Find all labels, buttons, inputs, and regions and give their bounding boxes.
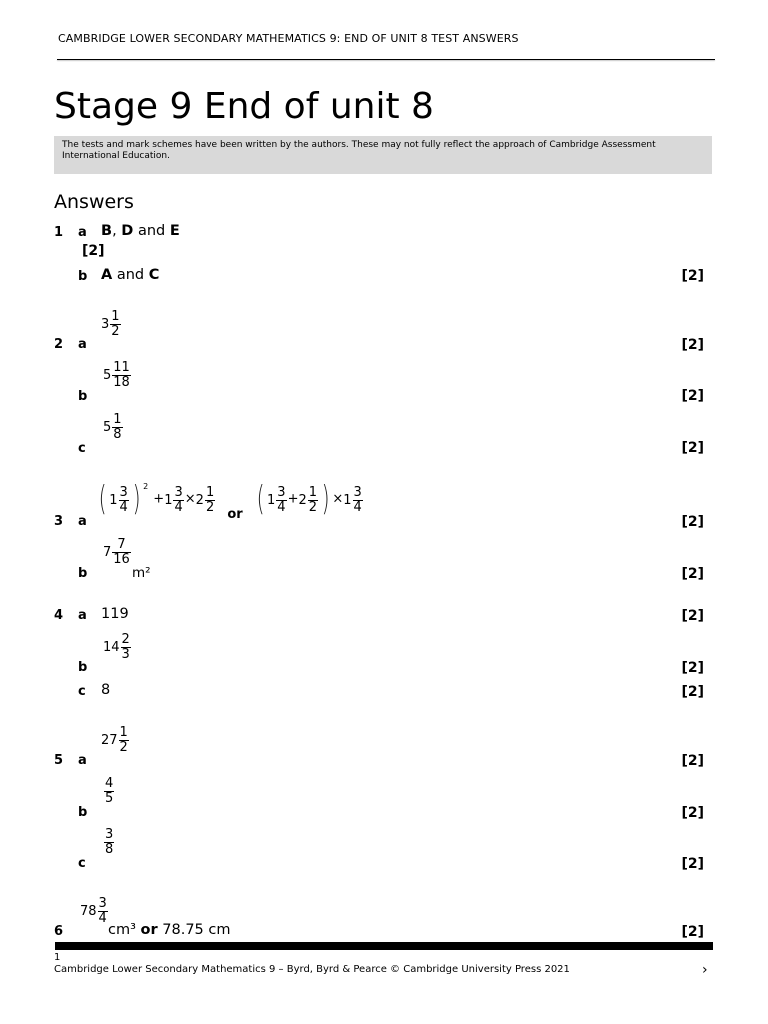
numerator: 1 [119,725,128,740]
mark-4c: [2] [681,684,704,700]
chevron-right-icon: › [702,962,708,978]
part-label: b [78,660,88,675]
mark-1b: [2] [681,268,704,284]
numerator: 3 [277,484,286,500]
answer-2b [103,361,132,390]
denominator: 8 [105,842,114,857]
whole-number: 7 [103,545,112,560]
mark-6: [2] [681,924,704,940]
footer-rule [55,942,713,950]
numerator: 3 [174,484,183,500]
whole-number: 2 [195,492,204,508]
numerator: 3 [353,484,362,500]
numerator: 7 [112,538,131,553]
numerator: 1 [308,484,318,500]
answer-5a [101,726,130,755]
whole-number: 1 [109,492,118,508]
denominator: 4 [353,499,362,515]
denominator: 4 [277,499,286,515]
page-title: Stage 9 End of unit 8 [54,86,434,127]
answer-letter: D [121,223,134,239]
whole-number: 3 [101,317,110,332]
numerator: 1 [113,412,122,427]
question-number: 6 [54,924,64,939]
connector-and: and [116,267,145,283]
unit-cm3: cm³ [108,922,136,938]
denominator: 4 [98,911,107,926]
part-label: c [78,441,86,456]
answer-letter: B [101,223,113,239]
answer-letter: A [101,267,113,283]
mark-3a: [2] [681,514,704,530]
answer-6-units [108,922,230,938]
section-heading: Answers [54,191,134,213]
whole-number: 1 [164,492,173,508]
comma: , [112,223,117,239]
unit-m2: m² [132,565,151,581]
numerator: 4 [105,776,114,791]
numerator: 11 [113,360,130,375]
part-label: b [78,269,88,284]
times-sign: × [184,491,196,507]
close-paren: ) [321,479,330,519]
whole-number: 14 [103,640,120,655]
denominator: 2 [308,499,318,515]
numerator: 1 [205,484,215,500]
part-label: b [78,566,88,581]
mark-5b: [2] [681,805,704,821]
mark-2c: [2] [681,440,704,456]
denominator: 2 [119,740,128,755]
whole-number: 27 [101,733,118,748]
answer-2c [103,413,124,442]
denominator: 2 [205,499,215,515]
denominator: 16 [113,552,130,567]
part-label: a [78,514,87,529]
denominator: 5 [105,791,114,806]
mark-1a: [2] [82,243,105,259]
whole-number: 1 [267,492,276,508]
numerator: 3 [119,484,128,500]
connector-or: or [140,922,158,938]
part-label: a [78,337,87,352]
mark-5a: [2] [681,753,704,769]
part-label: a [78,225,87,240]
mark-3b: [2] [681,566,704,582]
mark-4a: [2] [681,608,704,624]
answer-1b [101,267,159,283]
whole-number: 5 [103,420,112,435]
question-number: 4 [54,608,64,623]
question-number: 3 [54,514,64,529]
exponent: 2 [143,482,149,491]
answer-6 [80,897,109,926]
whole-number: 78 [80,904,97,919]
whole-number: 5 [103,368,112,383]
mark-4b: [2] [681,660,704,676]
answer-letter: E [169,223,180,239]
question-number: 1 [54,225,64,240]
header-rule [57,59,715,60]
denominator: 4 [119,499,128,515]
numerator: 1 [111,309,120,324]
denominator: 18 [113,375,130,390]
denominator: 2 [111,324,120,339]
part-label: b [78,389,88,404]
answer-5c [103,828,115,857]
denominator: 8 [113,427,122,442]
whole-number: 2 [298,492,307,508]
answer-4c: 8 [101,682,111,698]
part-label: c [78,684,86,699]
numerator: 2 [121,632,130,647]
open-paren: ( [98,479,107,519]
page-number: 1 [54,952,61,963]
numerator: 3 [98,896,107,911]
denominator: 4 [174,499,183,515]
answer-2a [101,310,122,339]
answer-3a [96,479,364,522]
times-sign: × [332,491,344,507]
numerator: 3 [105,827,114,842]
connector-and: and [137,223,166,239]
mark-5c: [2] [681,856,704,872]
close-paren: ) [132,479,141,519]
answer-1a [101,223,180,239]
footer-credit: Cambridge Lower Secondary Mathematics 9 – Byrd, Byrd & Pearce © Cambridge University Press 2021 [54,964,570,975]
plus-sign: + [153,491,165,507]
denominator: 3 [121,647,130,662]
part-label: a [78,608,87,623]
answer-3b [103,538,132,567]
part-label: a [78,753,87,768]
running-header: CAMBRIDGE LOWER SECONDARY MATHEMATICS 9: END OF UNIT 8 TEST ANSWERS [58,32,519,45]
mark-2b: [2] [681,388,704,404]
answer-5b [103,777,115,806]
mark-2a: [2] [681,337,704,353]
part-label: b [78,805,88,820]
whole-number: 1 [343,492,352,508]
question-number: 5 [54,753,64,768]
part-label: c [78,856,86,871]
connector-or: or [227,506,243,522]
open-paren: ( [256,479,265,519]
answer-4b [103,633,132,662]
alternative-answer: 78.75 cm [162,922,231,938]
answer-4a: 119 [101,606,129,622]
question-number: 2 [54,337,64,352]
plus-sign: + [287,491,299,507]
disclaimer-note: The tests and mark schemes have been written by the authors. These may not fully reflect the approach of Cambridge Assessment International Education. [54,136,712,174]
answer-letter: C [148,267,160,283]
